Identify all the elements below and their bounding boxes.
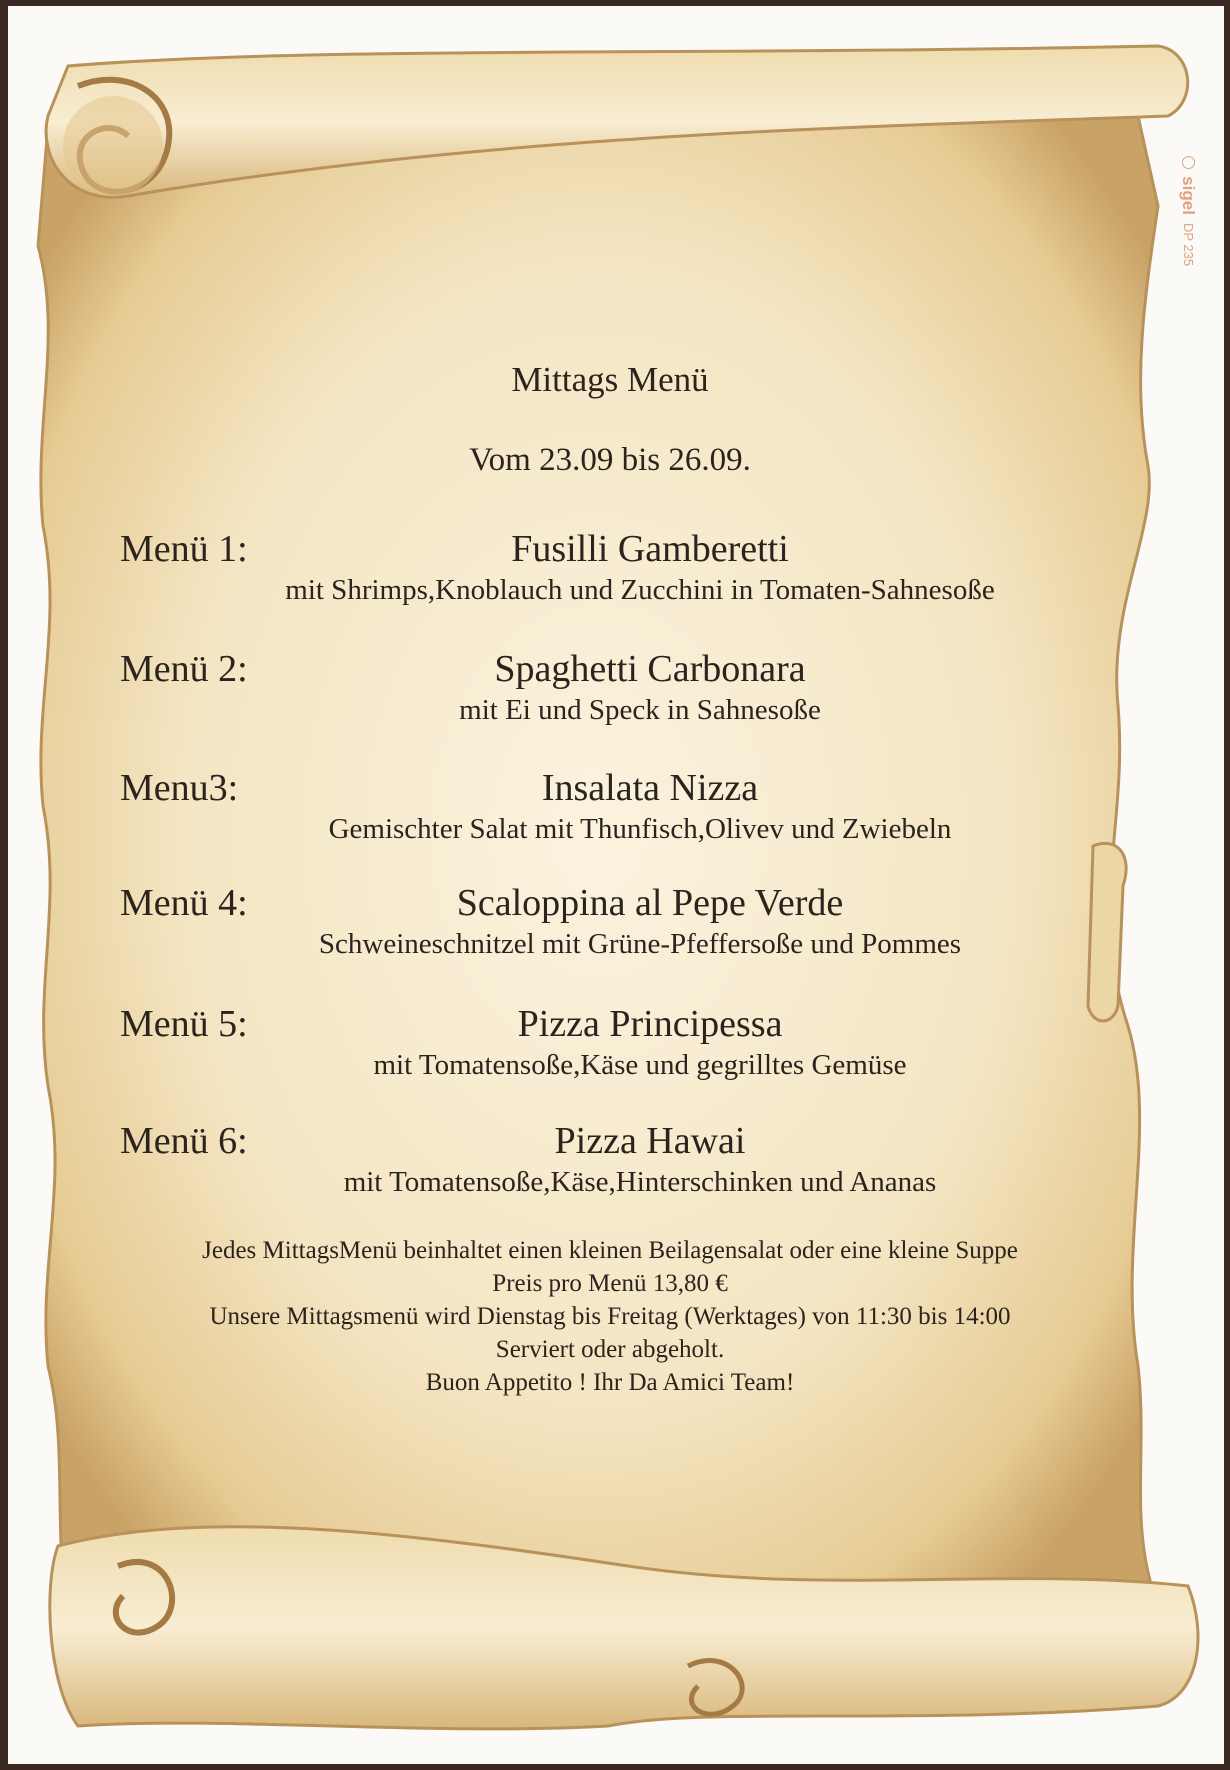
footer-price: Preis pro Menü 13,80 € — [492, 1270, 728, 1297]
menu-item-label: Menü 5: — [120, 1003, 248, 1045]
brand-product-code: DP 235 — [1181, 223, 1196, 267]
menu-item — [0, 1118, 1230, 1218]
footer-included-note: Jedes MittagsMenü beinhaltet einen kleinen Beilagensalat oder eine kleine Suppe — [202, 1237, 1018, 1264]
menu-item-description: Gemischter Salat mit Thunfisch,Olivev und Zwiebeln — [328, 813, 952, 845]
footer-serving-hours: Unsere Mittagsmenü wird Dienstag bis Freitag (Werktages) von 11:30 bis 14:00 — [209, 1303, 1011, 1330]
menu-item-description: mit Tomatensoße,Käse,Hinterschinken und Ananas — [343, 1166, 937, 1198]
menu-item-name: Scaloppina al Pepe Verde — [456, 882, 844, 924]
menu-item-description: mit Shrimps,Knoblauch und Zucchini in Tomaten-Sahnesoße — [285, 574, 995, 606]
menu-item — [0, 646, 1230, 746]
menu-footer — [140, 1234, 1080, 1399]
menu-item — [0, 526, 1230, 626]
menu-item-label: Menü 4: — [120, 882, 248, 924]
menu-item-description: mit Tomatensoße,Käse und gegrilltes Gemüse — [373, 1049, 907, 1081]
menu-item-name: Fusilli Gamberetti — [511, 528, 789, 570]
menu-item-name: Insalata Nizza — [541, 767, 759, 809]
menu-item-label: Menu3: — [120, 767, 239, 809]
menu-item — [0, 1001, 1230, 1101]
menu-item-description: Schweineschnitzel mit Grüne-Pfeffersoße und Pommes — [318, 928, 962, 960]
brand-name: sigel — [1179, 176, 1198, 215]
menu-item — [0, 880, 1230, 980]
menu-item-name: Pizza Principessa — [517, 1003, 783, 1045]
footer-serving-mode: Serviert oder abgeholt. — [495, 1336, 725, 1363]
menu-item-name: Spaghetti Carbonara — [494, 648, 806, 690]
menu-item-label: Menü 1: — [120, 528, 248, 570]
menu-item-name: Pizza Hawai — [554, 1120, 746, 1162]
menu-item-label: Menü 2: — [120, 648, 248, 690]
footer-sign-off: Buon Appetito ! Ihr Da Amici Team! — [425, 1369, 795, 1396]
menu-item-label: Menü 6: — [120, 1120, 248, 1162]
menu-date-range: Vom 23.09 bis 26.09. — [469, 442, 751, 478]
menu-title: Mittags Menü — [511, 360, 709, 399]
menu-item-description: mit Ei und Speck in Sahnesoße — [459, 694, 821, 726]
menu-item — [0, 765, 1230, 865]
